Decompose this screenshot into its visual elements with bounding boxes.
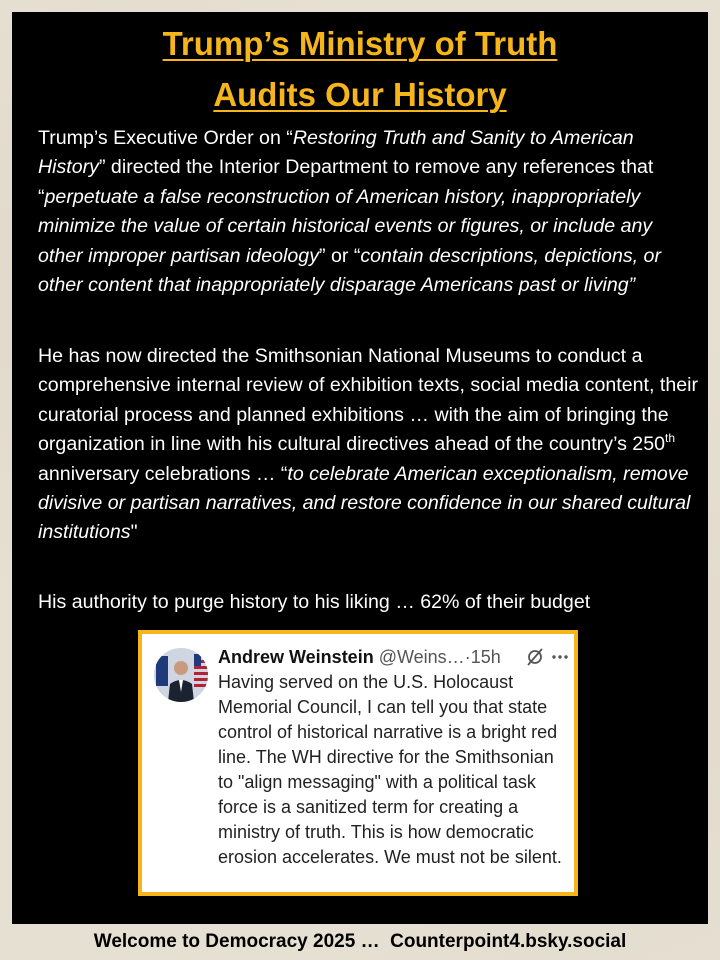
paragraph-budget: His authority to purge history to his liking … 62% of their budget xyxy=(38,591,591,613)
paragraph-smithsonian-review: He has now directed the Smithsonian National Museums to conduct a comprehensive internal review of exhibition texts, social media content, their curatorial process and planned exhibitions … with the aim of bringing the organization in line with his cultural directives ahead of the country’s 250th anniversary celebrations … “to celebrate American exceptionalism, remove divisive or partisan narratives, and restore confidence in our shared cultural institutions" xyxy=(38,345,698,544)
paragraph-executive-order: Trump’s Executive Order on “Restoring Truth and Sanity to American History” directed the Interior Department to remove any references that “perpetuate a false reconstruction of American history, inappropriately minimize the value of certain historical events or figures, or include any other improper partisan ideology” or “contain descriptions, depictions, or other content that inappropriately disparage Americans past or living” xyxy=(38,127,661,297)
grok-icon[interactable] xyxy=(528,649,542,665)
avatar[interactable] xyxy=(154,648,208,702)
title-line-1: Trump’s Ministry of Truth xyxy=(162,25,558,62)
tweet-handle[interactable]: @Weins… xyxy=(378,647,465,667)
footer-credit: Welcome to Democracy 2025 … Counterpoint4.bsky.social xyxy=(93,931,627,952)
tweet-text: Having served on the U.S. Holocaust Memorial Council, I can tell you that state control of historical narrative is a bright red line. The WH directive for the Smithsonian to "align messaging" with a political task force is a sanitized term for creating a ministry of truth. This is how democratic erosion accelerates. We must not be silent. xyxy=(218,672,562,867)
title-line-2: Audits Our History xyxy=(213,76,507,113)
more-options-icon[interactable] xyxy=(552,655,567,658)
tweet-separator: · xyxy=(464,647,471,667)
tweet-actions xyxy=(526,646,572,668)
content-panel xyxy=(12,12,708,924)
tweet-card[interactable] xyxy=(138,630,578,896)
tweet-author[interactable]: Andrew Weinstein xyxy=(218,647,374,667)
tweet-time[interactable]: 15h xyxy=(470,647,501,667)
tweet-header xyxy=(218,644,568,670)
